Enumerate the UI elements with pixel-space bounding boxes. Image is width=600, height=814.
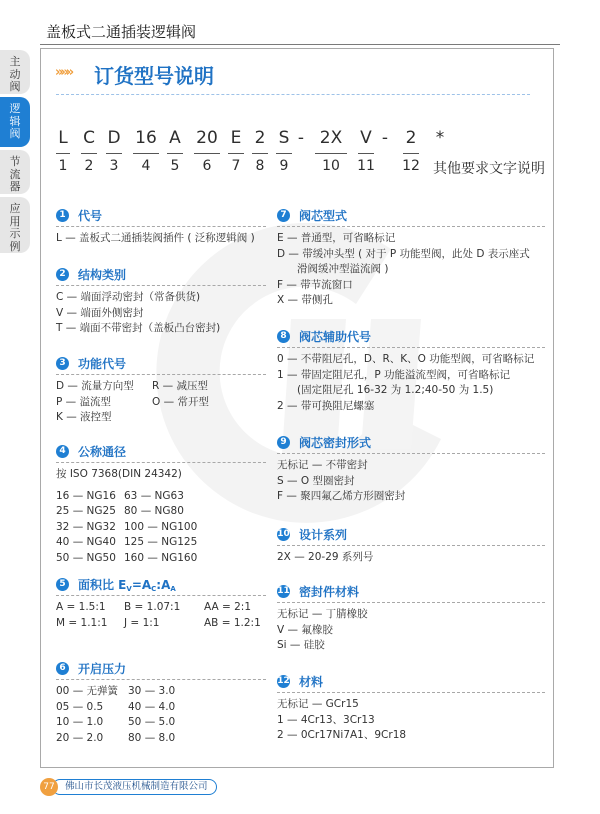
section-line: D — 流量方向型 bbox=[56, 380, 134, 392]
section-line: (固定阻尼孔 16-32 为 1.2;40-50 为 1.5) bbox=[297, 384, 494, 396]
section-line: D — 带缓冲头型 ( 对于 P 功能型阀，此处 D 表示座式 bbox=[277, 247, 530, 260]
section-heading: 开启压力 bbox=[78, 661, 127, 676]
section-line: T — 端面不带密封（盖板凸台密封) bbox=[56, 322, 221, 334]
code-underline bbox=[167, 153, 183, 154]
section-line: 1 — 4Cr13、3Cr13 bbox=[277, 713, 375, 726]
section-heading: 阀芯型式 bbox=[299, 208, 348, 223]
page-number: 77 bbox=[40, 778, 58, 796]
section-line: V — 氟橡胶 bbox=[277, 623, 333, 636]
section-line: AA = 2:1 bbox=[204, 601, 252, 613]
section-line: E — 普通型，可省略标记 bbox=[277, 232, 396, 244]
section-line: 滑阀缓冲型溢流阀 ) bbox=[297, 263, 389, 275]
code-position: 12 bbox=[402, 158, 420, 174]
section-design-series bbox=[277, 526, 545, 566]
code-position: 7 bbox=[231, 158, 241, 174]
code-char: 20 bbox=[196, 128, 218, 148]
section-line: 63 — NG63 bbox=[124, 489, 184, 502]
section-line: V — 端面外侧密封 bbox=[56, 306, 144, 319]
section-line: 32 — NG32 bbox=[56, 520, 116, 533]
section-line: 30 — 3.0 bbox=[128, 685, 176, 697]
number-badge: 9 bbox=[277, 436, 290, 449]
code-char: V bbox=[360, 128, 372, 148]
section-line: 10 — 1.0 bbox=[56, 716, 104, 728]
section-line: 1 — 带固定阻尼孔，P 功能溢流型阀，可省略标记 bbox=[277, 368, 511, 381]
section-line: 25 — NG25 bbox=[56, 505, 116, 517]
code-position: 5 bbox=[170, 158, 180, 174]
code-position: 10 bbox=[322, 158, 340, 174]
side-tab-label: 节流器 bbox=[9, 155, 21, 193]
section-heading: 阀芯辅助代号 bbox=[299, 329, 372, 344]
number-badge: 11 bbox=[277, 585, 290, 596]
section-code bbox=[56, 207, 266, 247]
section-heading: 结构类别 bbox=[78, 267, 127, 282]
code-char: E bbox=[230, 128, 242, 148]
code-char: * bbox=[435, 128, 445, 148]
section-line: 125 — NG125 bbox=[124, 536, 198, 548]
code-position: 8 bbox=[255, 158, 265, 174]
number-badge: 8 bbox=[277, 330, 290, 343]
code-position: 2 bbox=[84, 158, 94, 174]
section-function bbox=[56, 355, 266, 426]
section-spool-type bbox=[277, 207, 545, 309]
section-heading: 面积比 $E_V=A_C:A_A$ bbox=[78, 577, 176, 593]
section-heading: 功能代号 bbox=[78, 356, 127, 371]
section-heading: 材料 bbox=[299, 674, 324, 689]
section-line: R — 减压型 bbox=[152, 380, 208, 392]
number-badge: 5 bbox=[56, 578, 69, 591]
section-line: 无标记 — 丁腈橡胶 bbox=[277, 608, 368, 620]
section-line: 20 — 2.0 bbox=[56, 731, 104, 744]
section-line: F — 带节流窗口 bbox=[277, 278, 353, 291]
side-tab-throttle[interactable] bbox=[0, 150, 30, 194]
section-line: F — 聚四氟乙烯方形圈密封 bbox=[277, 490, 406, 502]
section-line: 50 — NG50 bbox=[56, 551, 116, 564]
section-line: 100 — NG100 bbox=[124, 520, 198, 533]
section-line: J = 1:1 bbox=[124, 616, 160, 629]
code-underline bbox=[358, 153, 374, 154]
code-underline bbox=[81, 153, 97, 154]
section-line: AB = 1.2:1 bbox=[204, 616, 261, 629]
code-position: 6 bbox=[202, 158, 212, 174]
section-line: 05 — 0.5 bbox=[56, 700, 104, 713]
code-char: A bbox=[169, 128, 181, 148]
code-underline bbox=[276, 153, 292, 154]
section-line: 2X — 20-29 系列号 bbox=[277, 551, 374, 563]
section-spool-aux-code bbox=[277, 328, 545, 414]
section-line: O — 常开型 bbox=[152, 395, 209, 408]
section-line: 0 — 不带阻尼孔，D、R、K、O 功能型阀，可省略标记 bbox=[277, 353, 535, 365]
section-nominal-size bbox=[56, 443, 266, 566]
section-line: B = 1.07:1 bbox=[124, 601, 181, 613]
side-tab-label: 逻辑阀 bbox=[9, 102, 21, 140]
section-line: M = 1.1:1 bbox=[56, 616, 108, 629]
section-line: 50 — 5.0 bbox=[128, 716, 176, 728]
section-spool-seal bbox=[277, 434, 545, 505]
section-title: 订货型号说明 bbox=[94, 64, 214, 88]
code-underline bbox=[403, 153, 419, 154]
section-line: 无标记 — GCr15 bbox=[277, 698, 359, 710]
code-underline bbox=[133, 153, 159, 154]
section-line: 80 — NG80 bbox=[124, 505, 184, 517]
section-opening-pressure bbox=[56, 660, 266, 746]
code-position: 4 bbox=[141, 158, 151, 174]
number-badge: 10 bbox=[277, 528, 290, 539]
section-line: L — 盖板式二通插装阀插件 ( 泛称逻辑阀 ) bbox=[56, 232, 255, 244]
code-underline bbox=[252, 153, 268, 154]
section-line: 80 — 8.0 bbox=[128, 731, 176, 744]
side-tab-label: 主动阀 bbox=[9, 55, 21, 93]
section-line: 无标记 — 不带密封 bbox=[277, 459, 368, 471]
section-line: P — 溢流型 bbox=[56, 395, 112, 408]
title-chevrons-icon: »»» bbox=[55, 65, 72, 80]
section-seal-material bbox=[277, 583, 545, 654]
section-line: 00 — 无弹簧 bbox=[56, 685, 119, 697]
number-badge: 7 bbox=[277, 209, 290, 222]
code-underline bbox=[228, 153, 244, 154]
number-badge: 6 bbox=[56, 662, 69, 675]
side-tab-label: 应用示例 bbox=[9, 202, 21, 253]
code-dash: - bbox=[381, 128, 389, 148]
number-badge: 4 bbox=[56, 445, 69, 458]
section-line: C — 端面浮动密封（常备供货) bbox=[56, 291, 201, 303]
code-underline bbox=[56, 153, 70, 154]
company-name: 佛山市长茂液压机械制造有限公司 bbox=[52, 779, 217, 795]
page-footer bbox=[40, 778, 217, 796]
section-heading: 代号 bbox=[78, 208, 103, 223]
code-char: L bbox=[58, 128, 68, 148]
title-divider bbox=[56, 94, 530, 95]
section-heading: 设计系列 bbox=[299, 527, 348, 542]
code-char: S bbox=[278, 128, 290, 148]
side-tab-examples[interactable] bbox=[0, 197, 30, 253]
section-line: 16 — NG16 bbox=[56, 489, 116, 502]
section-structure bbox=[56, 266, 266, 337]
code-char: 2 bbox=[405, 128, 417, 148]
code-char: 2 bbox=[254, 128, 266, 148]
section-line: 2 — 带可换阻尼螺塞 bbox=[277, 399, 375, 412]
section-line: Si — 硅胶 bbox=[277, 639, 325, 651]
section-line: 40 — 4.0 bbox=[128, 700, 176, 713]
code-underline bbox=[194, 153, 220, 154]
section-material bbox=[277, 673, 545, 744]
number-badge: 12 bbox=[277, 675, 290, 686]
section-heading: 密封件材料 bbox=[299, 584, 360, 599]
code-char: 16 bbox=[135, 128, 157, 148]
code-underline bbox=[315, 153, 347, 154]
code-dash: - bbox=[297, 128, 305, 148]
section-line: 160 — NG160 bbox=[124, 551, 198, 564]
number-badge: 3 bbox=[56, 357, 69, 370]
section-heading: 阀芯密封形式 bbox=[299, 435, 372, 450]
code-extra-note: 其他要求文字说明 bbox=[433, 161, 545, 177]
side-tab-main-valve[interactable] bbox=[0, 50, 30, 94]
code-position: 9 bbox=[279, 158, 289, 174]
header-divider bbox=[40, 44, 560, 45]
section-line: K — 液控型 bbox=[56, 411, 112, 423]
side-tab-logic-valve[interactable] bbox=[0, 97, 30, 147]
section-line: 40 — NG40 bbox=[56, 536, 116, 548]
standard-note: 按 ISO 7368(DIN 24342) bbox=[56, 468, 182, 480]
section-heading: 公称通径 bbox=[78, 444, 127, 459]
section-line: A = 1.5:1 bbox=[56, 601, 106, 613]
code-underline bbox=[106, 153, 122, 154]
code-position: 1 bbox=[58, 158, 68, 174]
number-badge: 1 bbox=[56, 209, 69, 222]
number-badge: 2 bbox=[56, 268, 69, 281]
code-position: 11 bbox=[357, 158, 375, 174]
code-char: D bbox=[107, 128, 121, 148]
page-header-title: 盖板式二通插装逻辑阀 bbox=[46, 23, 197, 41]
section-line: S — O 型圈密封 bbox=[277, 474, 355, 487]
code-position: 3 bbox=[109, 158, 119, 174]
section-line: X — 带侧孔 bbox=[277, 294, 333, 306]
code-char: 2X bbox=[319, 128, 343, 148]
section-line: 2 — 0Cr17Ni7A1、9Cr18 bbox=[277, 729, 407, 741]
section-area-ratio bbox=[56, 576, 266, 631]
code-char: C bbox=[83, 128, 95, 148]
